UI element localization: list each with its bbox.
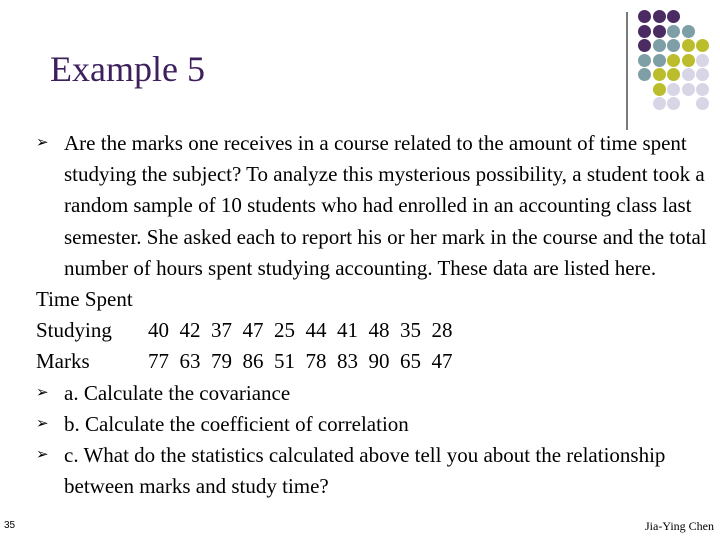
decorative-dot [667,68,680,81]
decorative-dot [682,25,695,38]
marks-values: 77 63 79 86 51 78 83 90 65 47 [148,349,453,374]
decorative-dot [638,54,651,67]
question-b [36,409,708,440]
decorative-dot-grid [638,10,720,110]
decorative-dot [667,54,680,67]
slide-title: Example 5 [50,49,205,89]
decorative-dot [653,54,666,67]
question-a-text: a. Calculate the covariance [64,380,291,405]
question-a [36,378,708,409]
studying-label: Studying [36,318,112,343]
decorative-dot [638,39,651,52]
studying-row [36,315,708,346]
decorative-dot [653,25,666,38]
marks-row [36,346,708,377]
bullet-arrow-icon: ➢ [36,384,49,401]
decorative-dot [653,97,666,110]
decorative-dot [638,68,651,81]
decorative-dot [696,39,709,52]
decorative-dot [653,10,666,23]
decorative-dot [682,68,695,81]
decorative-dot [682,39,695,52]
decorative-dot [696,54,709,67]
marks-label: Marks [36,349,90,374]
decorative-dot [667,39,680,52]
bullet-arrow-icon: ➢ [36,415,49,432]
slide-body [36,128,708,502]
decorative-dot [682,83,695,96]
author-footer: Jia-Ying Chen [645,519,714,533]
intro-paragraph [36,128,708,284]
page-number: 35 [4,520,16,531]
decorative-dot [667,25,680,38]
decorative-dot [682,54,695,67]
question-c [36,440,708,502]
intro-text: Are the marks one receives in a course related to the amount of time spent studying the subject? To analyze this mysterious possibility, a student took a random sample of 10 students who had enrolled in an accounting class last semester. She asked each to report his or her mark in the course and the total number of hours spent studying accounting. These data are listed here. [64,131,707,280]
decorative-dot [696,68,709,81]
decorative-dot [653,39,666,52]
decorative-dot [638,10,651,23]
title-divider-line [626,12,628,130]
decorative-dot [667,10,680,23]
decorative-dot [667,83,680,96]
decorative-dot [653,83,666,96]
question-c-text: c. What do the statistics calculated above tell you about the relationship between marks and study time? [64,443,666,499]
question-b-text: b. Calculate the coefficient of correlation [64,411,409,436]
decorative-dot [667,97,680,110]
decorative-dot [638,25,651,38]
decorative-dot [653,68,666,81]
data-heading: Time Spent [36,287,133,312]
decorative-dot [696,83,709,96]
bullet-arrow-icon: ➢ [36,135,49,151]
decorative-dot [696,97,709,110]
bullet-arrow-icon: ➢ [36,447,49,464]
studying-values: 40 42 37 47 25 44 41 48 35 28 [148,318,453,343]
